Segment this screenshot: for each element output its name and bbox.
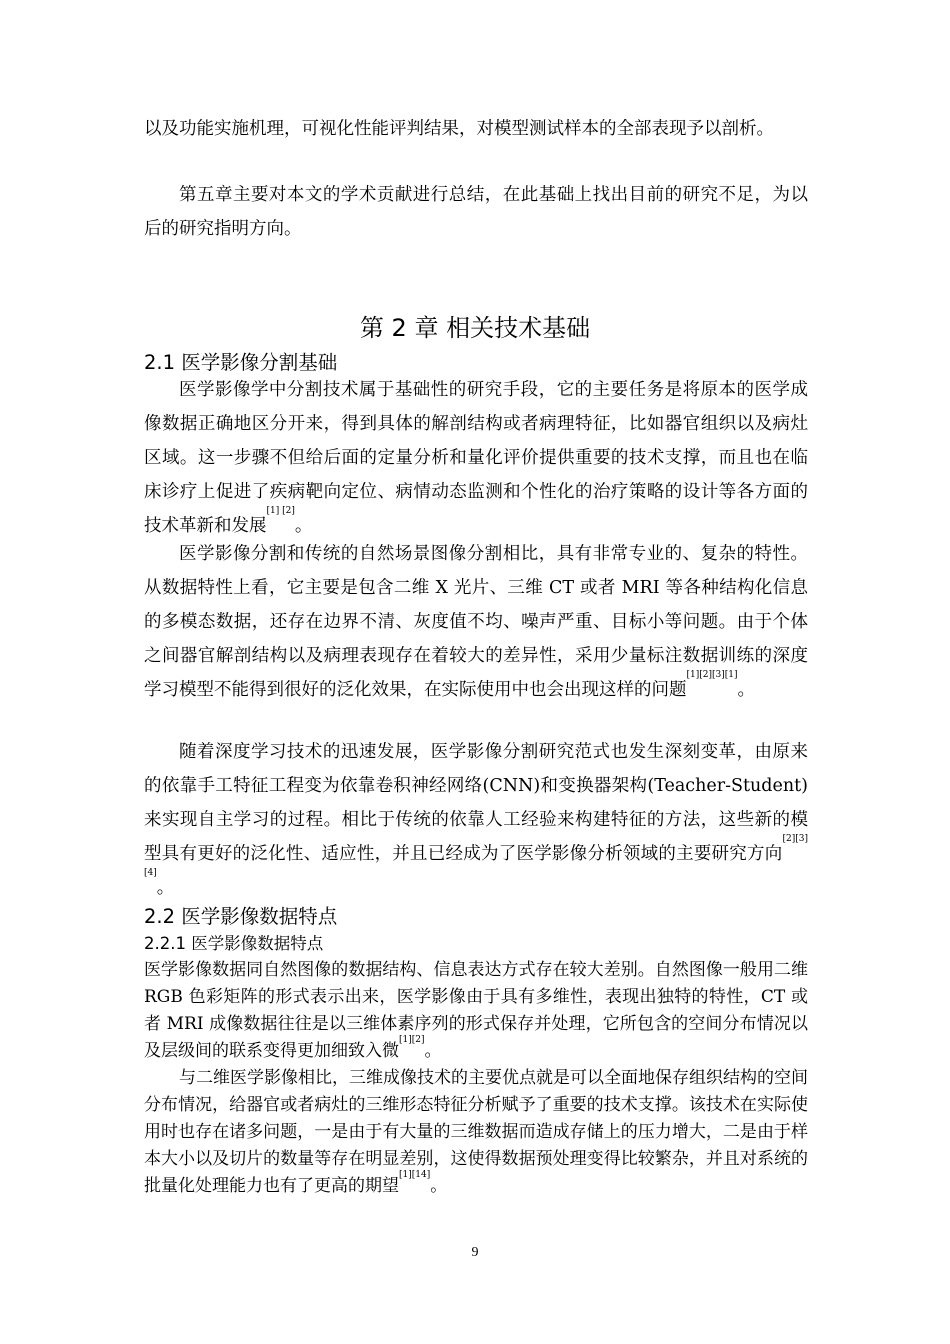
- paragraph-text: 医学影像学中分割技术属于基础性的研究手段，它的主要任务是将原本的医学成像数据正确地区分开来，得到具体的解剖结构或者病理特征，比如器官组织以及病灶区域。这一步骤不但给后面的定量分析和量化评价提供重要的技术支撑，而且也在临床诊疗上促进了疾病靶向定位、病情动态监测和个性化的治疗策略的设计等各方面的技术革新和发展: [144, 380, 808, 536]
- paragraph-end: 。: [430, 1176, 448, 1196]
- citation: [1][2]: [399, 1035, 425, 1045]
- paragraph-2-2-1-a: [144, 957, 808, 1065]
- paragraph-text: 医学影像分割和传统的自然场景图像分割相比，具有非常专业的、复杂的特性。从数据特性上看，它主要是包含二维 X 光片、三维 CT 或者 MRI 等各种结构化信息的多模态数据，还存在边界不清、灰度值不均、噪声严重、目标小等问题。由于个体之间器官解剖结构以及病理表现存在着较大的差异性，采用少量标注数据训练的深度学习模型不能得到很好的泛化效果，在实际使用中也会出现这样的问题: [144, 544, 808, 700]
- citation: [1] [2]: [266, 506, 295, 516]
- paragraph-2-1-a: [144, 373, 808, 543]
- paragraph-text: 随着深度学习技术的迅速发展，医学影像分割研究范式也发生深刻变革，由原来的依靠手工特征工程变为依靠卷积神经网络(CNN)和变换器架构(Teacher-Student)来实现自主学习的过程。相比于传统的依靠人工经验来构建特征的方法，这些新的模型具有更好的泛化性、适应性，并且已经成为了医学影像分析领域的主要研究方向: [144, 742, 808, 864]
- chapter-title: 第 2 章 相关技术基础: [359, 314, 591, 342]
- subsection-heading-2-2-1: 2.2.1 医学影像数据特点: [144, 934, 324, 953]
- paragraph-2-1-c: [144, 735, 808, 905]
- paragraph-end: 。: [294, 516, 313, 536]
- paragraph-text: 医学影像数据同自然图像的数据结构、信息表达方式存在较大差别。自然图像一般用二维 RGB 色彩矩阵的形式表示出来，医学影像由于具有多维性，表现出独特的特性，CT 或者 MRI 成像数据往往是以三维体素序列的形式保存并处理，它所包含的空间分布情况以及层级间的联系变得更加细致入微: [144, 960, 808, 1061]
- paragraph-chapter5-summary: 第五章主要对本文的学术贡献进行总结，在此基础上找出目前的研究不足，为以后的研究指明方向。: [144, 185, 808, 239]
- paragraph-2-1-b: [144, 537, 808, 707]
- page-number: 9: [471, 1245, 479, 1260]
- section-heading-2-1: 2.1 医学影像分割基础: [144, 351, 338, 374]
- citation: [1][2][3][1]: [686, 670, 738, 680]
- citation: [1][14]: [399, 1170, 431, 1180]
- citation: [2][3][4]: [144, 834, 808, 878]
- paragraph-continued: 以及功能实施机理，可视化性能评判结果，对模型测试样本的全部表现予以剖析。: [144, 119, 774, 139]
- paragraph-text: 与二维医学影像相比，三维成像技术的主要优点就是可以全面地保存组织结构的空间分布情况，给器官或者病灶的三维形态特征分析赋予了重要的技术支撑。该技术在实际使用时也存在诸多问题，一是由于有大量的三维数据而造成存储上的压力增大，二是由于样本大小以及切片的数量等存在明显差别，这使得数据预处理变得比较繁杂，并且对系统的批量化处理能力也有了更高的期望: [144, 1068, 808, 1196]
- paragraph-end: 。: [737, 680, 755, 700]
- paragraph-end: 。: [424, 1041, 442, 1061]
- section-heading-2-2: 2.2 医学影像数据特点: [144, 905, 338, 928]
- paragraph-end: 。: [156, 878, 175, 898]
- paragraph-2-2-1-b: [144, 1065, 808, 1200]
